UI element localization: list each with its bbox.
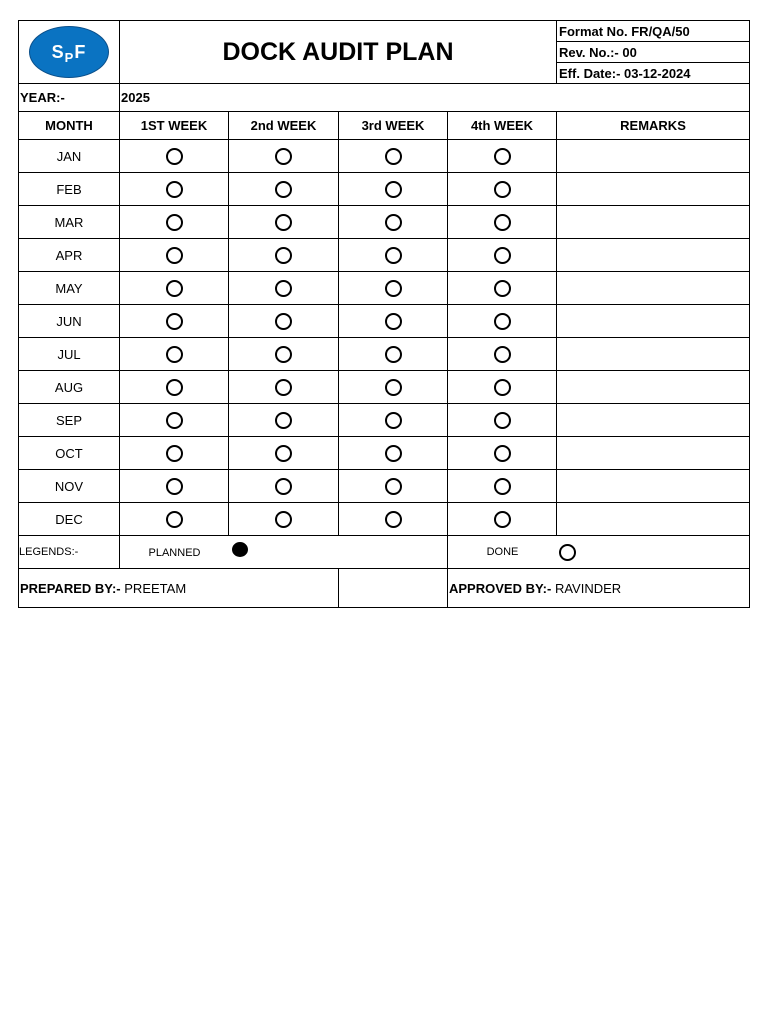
- audit-plan-table: [18, 20, 750, 608]
- week-4-cell[interactable]: [448, 437, 557, 470]
- week-4-cell[interactable]: [448, 272, 557, 305]
- open-circle-icon: [385, 511, 402, 528]
- open-circle-icon: [275, 181, 292, 198]
- table-row: [19, 173, 750, 206]
- open-circle-icon: [494, 214, 511, 231]
- filled-circle-icon: [232, 542, 248, 557]
- open-circle-icon: [275, 148, 292, 165]
- open-circle-icon: [494, 445, 511, 462]
- week-2-cell[interactable]: [229, 371, 339, 404]
- month-cell: NOV: [19, 470, 120, 503]
- week-4-cell[interactable]: [448, 470, 557, 503]
- remarks-cell[interactable]: [557, 371, 750, 404]
- open-circle-icon: [275, 379, 292, 396]
- table-row: [19, 305, 750, 338]
- year-label: YEAR:-: [19, 84, 120, 112]
- week-1-cell[interactable]: [120, 305, 229, 338]
- week-2-cell[interactable]: [229, 239, 339, 272]
- week-2-cell[interactable]: [229, 206, 339, 239]
- week-2-cell[interactable]: [229, 173, 339, 206]
- open-circle-icon: [494, 478, 511, 495]
- week-1-cell[interactable]: [120, 470, 229, 503]
- week-1-cell[interactable]: [120, 239, 229, 272]
- open-circle-icon: [385, 181, 402, 198]
- open-circle-icon: [275, 214, 292, 231]
- open-circle-icon: [494, 412, 511, 429]
- week-4-cell[interactable]: [448, 305, 557, 338]
- week-2-cell[interactable]: [229, 470, 339, 503]
- open-circle-icon: [166, 181, 183, 198]
- col-header-week-4: 4th WEEK: [448, 112, 557, 140]
- open-circle-icon: [275, 478, 292, 495]
- open-circle-icon: [494, 313, 511, 330]
- week-3-cell[interactable]: [339, 272, 448, 305]
- prepared-by: [19, 569, 339, 608]
- col-header-week-2: 2nd WEEK: [229, 112, 339, 140]
- table-row: [19, 371, 750, 404]
- table-row: [19, 404, 750, 437]
- prepared-by-label: PREPARED BY:-: [20, 580, 121, 596]
- month-cell: JUL: [19, 338, 120, 371]
- remarks-cell[interactable]: [557, 470, 750, 503]
- open-circle-icon: [166, 313, 183, 330]
- remarks-cell[interactable]: [557, 239, 750, 272]
- remarks-cell[interactable]: [557, 338, 750, 371]
- week-1-cell[interactable]: [120, 206, 229, 239]
- prepared-by-name: PREETAM: [124, 580, 187, 596]
- col-header-remarks: REMARKS: [557, 112, 750, 140]
- open-circle-icon: [166, 247, 183, 264]
- open-circle-icon: [166, 214, 183, 231]
- week-4-cell[interactable]: [448, 404, 557, 437]
- open-circle-icon: [494, 247, 511, 264]
- week-3-cell[interactable]: [339, 239, 448, 272]
- open-circle-icon: [275, 412, 292, 429]
- week-2-cell[interactable]: [229, 503, 339, 536]
- revision-number: Rev. No.:- 00: [557, 42, 750, 63]
- remarks-cell[interactable]: [557, 305, 750, 338]
- legend-planned-label: PLANNED: [148, 546, 201, 559]
- col-header-week-3: 3rd WEEK: [339, 112, 448, 140]
- month-cell: DEC: [19, 503, 120, 536]
- open-circle-icon: [385, 478, 402, 495]
- month-cell: MAY: [19, 272, 120, 305]
- week-4-cell[interactable]: [448, 371, 557, 404]
- open-circle-icon: [166, 379, 183, 396]
- effective-date: Eff. Date:- 03-12-2024: [557, 63, 750, 84]
- table-row: [19, 470, 750, 503]
- col-header-week-1: 1ST WEEK: [120, 112, 229, 140]
- legend-done-label: DONE: [486, 546, 519, 559]
- remarks-cell[interactable]: [557, 404, 750, 437]
- page-title: DOCK AUDIT PLAN: [120, 21, 557, 84]
- week-3-cell[interactable]: [339, 437, 448, 470]
- month-cell: SEP: [19, 404, 120, 437]
- open-circle-icon: [385, 379, 402, 396]
- month-cell: APR: [19, 239, 120, 272]
- open-circle-icon: [494, 379, 511, 396]
- open-circle-icon: [275, 346, 292, 363]
- open-circle-icon: [385, 313, 402, 330]
- week-2-cell[interactable]: [229, 140, 339, 173]
- week-1-cell[interactable]: [120, 371, 229, 404]
- legends-label: LEGENDS:-: [19, 536, 120, 569]
- week-2-cell[interactable]: [229, 437, 339, 470]
- signature-cell: [339, 569, 448, 608]
- open-circle-icon: [385, 148, 402, 165]
- open-circle-icon: [559, 544, 576, 561]
- open-circle-icon: [494, 148, 511, 165]
- month-cell: MAR: [19, 206, 120, 239]
- month-cell: JUN: [19, 305, 120, 338]
- remarks-cell[interactable]: [557, 140, 750, 173]
- open-circle-icon: [166, 478, 183, 495]
- col-header-month: MONTH: [19, 112, 120, 140]
- week-2-cell[interactable]: [229, 272, 339, 305]
- open-circle-icon: [494, 280, 511, 297]
- approved-by-name: RAVINDER: [554, 580, 622, 596]
- open-circle-icon: [275, 511, 292, 528]
- week-1-cell[interactable]: [120, 503, 229, 536]
- open-circle-icon: [385, 214, 402, 231]
- remarks-cell[interactable]: [557, 503, 750, 536]
- open-circle-icon: [385, 346, 402, 363]
- table-row: [19, 239, 750, 272]
- month-cell: FEB: [19, 173, 120, 206]
- month-cell: JAN: [19, 140, 120, 173]
- open-circle-icon: [166, 280, 183, 297]
- month-cell: AUG: [19, 371, 120, 404]
- week-3-cell[interactable]: [339, 404, 448, 437]
- week-4-cell[interactable]: [448, 206, 557, 239]
- open-circle-icon: [275, 445, 292, 462]
- legend-done: [448, 536, 750, 569]
- table-row: [19, 272, 750, 305]
- approved-by: [448, 569, 750, 608]
- legend-planned: [120, 536, 448, 569]
- table-row: [19, 338, 750, 371]
- week-1-cell[interactable]: [120, 437, 229, 470]
- open-circle-icon: [385, 412, 402, 429]
- table-row: [19, 140, 750, 173]
- open-circle-icon: [275, 280, 292, 297]
- open-circle-icon: [275, 313, 292, 330]
- week-1-cell[interactable]: [120, 272, 229, 305]
- week-1-cell[interactable]: [120, 140, 229, 173]
- open-circle-icon: [275, 247, 292, 264]
- approved-by-label: APPROVED BY:-: [449, 580, 552, 596]
- open-circle-icon: [494, 511, 511, 528]
- week-2-cell[interactable]: [229, 338, 339, 371]
- week-3-cell[interactable]: [339, 338, 448, 371]
- open-circle-icon: [166, 445, 183, 462]
- week-1-cell[interactable]: [120, 404, 229, 437]
- week-4-cell[interactable]: [448, 140, 557, 173]
- remarks-cell[interactable]: [557, 272, 750, 305]
- open-circle-icon: [166, 511, 183, 528]
- open-circle-icon: [385, 445, 402, 462]
- week-3-cell[interactable]: [339, 503, 448, 536]
- week-3-cell[interactable]: [339, 470, 448, 503]
- week-3-cell[interactable]: [339, 140, 448, 173]
- open-circle-icon: [494, 181, 511, 198]
- week-4-cell[interactable]: [448, 503, 557, 536]
- month-cell: OCT: [19, 437, 120, 470]
- open-circle-icon: [494, 346, 511, 363]
- table-row: [19, 206, 750, 239]
- open-circle-icon: [166, 346, 183, 363]
- week-2-cell[interactable]: [229, 404, 339, 437]
- company-logo: $S_PF$: [29, 26, 109, 78]
- week-4-cell[interactable]: [448, 173, 557, 206]
- week-2-cell[interactable]: [229, 305, 339, 338]
- table-row: [19, 503, 750, 536]
- remarks-cell[interactable]: [557, 206, 750, 239]
- table-row: [19, 437, 750, 470]
- week-1-cell[interactable]: [120, 173, 229, 206]
- open-circle-icon: [385, 247, 402, 264]
- week-3-cell[interactable]: [339, 206, 448, 239]
- week-4-cell[interactable]: [448, 338, 557, 371]
- week-4-cell[interactable]: [448, 239, 557, 272]
- format-number: Format No. FR/QA/50: [557, 21, 750, 42]
- open-circle-icon: [166, 412, 183, 429]
- remarks-cell[interactable]: [557, 437, 750, 470]
- logo-cell: [19, 21, 120, 84]
- remarks-cell[interactable]: [557, 173, 750, 206]
- year-value: 2025: [120, 84, 750, 112]
- open-circle-icon: [385, 280, 402, 297]
- week-3-cell[interactable]: [339, 371, 448, 404]
- week-3-cell[interactable]: [339, 305, 448, 338]
- open-circle-icon: [166, 148, 183, 165]
- week-1-cell[interactable]: [120, 338, 229, 371]
- week-3-cell[interactable]: [339, 173, 448, 206]
